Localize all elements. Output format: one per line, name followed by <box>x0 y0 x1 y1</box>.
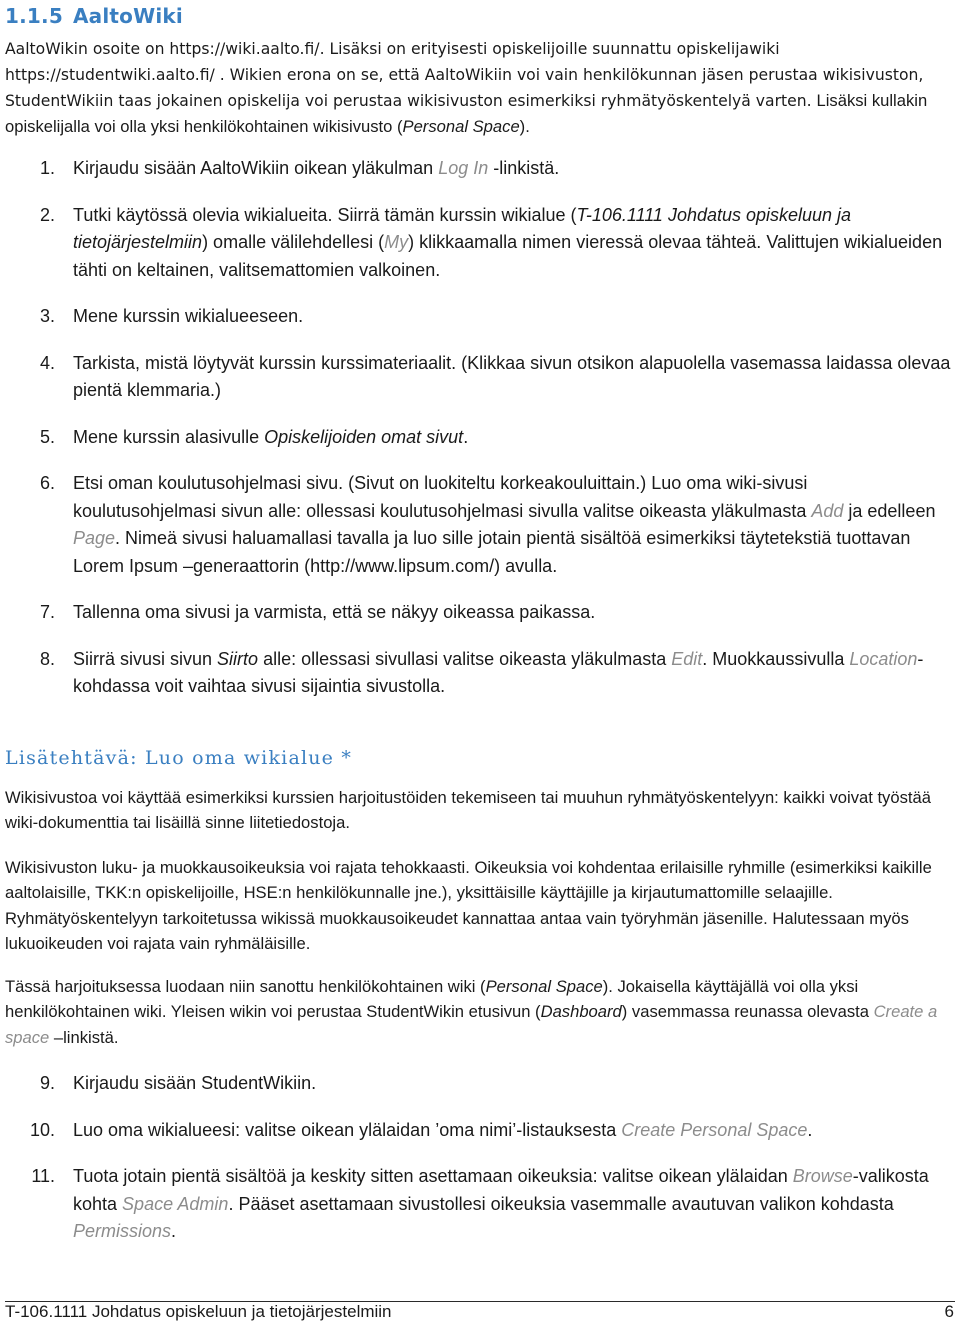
section-number: 1.1.5 <box>5 4 63 28</box>
list-item: 9. Kirjaudu sisään StudentWikiin. <box>39 1073 317 1093</box>
section-title: AaltoWiki <box>72 4 183 28</box>
footer-course-name: T-106.1111 Johdatus opiskeluun ja tietojärjestelmiin <box>5 1302 392 1321</box>
intro-text: AaltoWikin osoite on https://wiki.aalto.fi/. Lisäksi on erityisesti opiskelijoille suunnattu opiskelijawiki https://studentwiki.aalto.fi/ . Wikien erona on se, että AaltoWikiin voi vain henkilökunnan jäsen perustaa wikisivuston, StudentWikiin taas jokainen opiskelija voi perustaa wikisivuston esimerkiksi ryhmätyöskentelyä varten. <box>5 40 924 110</box>
section-heading <box>5 4 183 28</box>
list-item: 11. Tuota jotain pientä sisältöä ja keskity sitten asettamaan oikeuksia: valitse oikean ylälaidan Browse-valikosta kohta Space Admin. Pääset asettamaan sivustollesi oikeuksia vasemmalle avautuvan valikon kohdasta Permissions. <box>31 1166 929 1241</box>
list-item: 1. Kirjaudu sisään AaltoWikiin oikean yläkulman Log In -linkistä. <box>39 158 560 178</box>
list-item: 4. Tarkista, mistä löytyvät kurssin kurssimateriaalit. (Klikkaa sivun otsikon alapuolella vasemassa laidassa olevaa pientä klemmaria.) <box>39 352 951 400</box>
steps-list-2 <box>0 1070 960 1246</box>
steps-list-1 <box>0 155 960 701</box>
footer-page-number: 6 <box>944 1302 954 1321</box>
list-item: 10. Luo oma wikialueesi: valitse oikean ylälaidan ’oma nimi’-listauksesta Create Personal Space. <box>29 1119 813 1140</box>
paragraph: Tässä harjoituksessa luodaan niin sanottu henkilökohtainen wiki (Personal Space). Jokaisella käyttäjällä voi olla yksi henkilökohtainen wiki. Yleisen wikin voi perustaa StudentWikin etusivun (Dashboard) vasemmassa reunassa olevasta Create a space –linkistä. <box>5 977 938 1047</box>
list-item: 2. Tutki käytössä olevia wikialueita. Siirrä tämän kurssin wikialue (T-106.1111 Johdatus opiskeluun ja tietojärjestelmiin) omalle välilehdellesi (My) klikkaamalla nimen vieressä olevaa tähteä. Valittujen wikialueiden tähti on keltainen, valitsemattomien valkoinen. <box>39 204 943 280</box>
list-item: 5. Mene kurssin alasivulle Opiskelijoiden omat sivut. <box>39 426 469 447</box>
intro-text-2: Lisäksi kullakin opiskelijalla voi olla yksi henkilökohtainen wikisivusto (Personal Space). <box>5 91 928 136</box>
paragraph: Wikisivuston luku- ja muokkausoikeuksia voi rajata tehokkaasti. Oikeuksia voi kohdentaa erilaisille ryhmille (esimerkiksi kaikille aaltolaisille, TKK:n opiskelijoille, HSE:n henkilökunnalle jne.), yksittäisille käyttäjille ja kirjautumattomille selaajille. Ryhmätyöskentelyyn tarkoitetussa wikissä muokkausoikeudet kannattaa antaa vain työryhmän jäsenille. Halutessaan myös lukuoikeuden voi rajata vain ryhmäläisille. <box>5 858 932 954</box>
paragraph: Wikisivustoa voi käyttää esimerkiksi kurssien harjoitustöiden tekemiseen tai muuhun ryhmätyöskentelyyn: kaikki voivat työstää wiki-dokumenttia tai lisäillä sinne liitetiedostoja. <box>5 788 931 833</box>
list-item: 7. Tallenna oma sivusi ja varmista, että se näkyy oikeassa paikassa. <box>39 602 596 622</box>
intro-paragraph <box>5 36 955 140</box>
list-item: 3. Mene kurssin wikialueeseen. <box>39 306 304 326</box>
list-item: 8. Siirrä sivusi sivun Siirto alle: ollessasi sivullasi valitse oikeasta yläkulmasta Edit. Muokkaussivulla Location-kohdassa voit vaihtaa sivusi sijaintia sivustolla. <box>39 648 924 696</box>
extra-task-heading: Lisätehtävä: Luo oma wikialue * <box>5 747 353 769</box>
list-item: 6. Etsi oman koulutusohjelmasi sivu. (Sivut on luokiteltu korkeakouluittain.) Luo oma wiki-sivusi koulutusohjelmasi sivun alle: ollessasi koulutusohjelmasi sivulla valitse oikeasta yläkulmasta Add ja edelleen Page. Nimeä sivusi haluamallasi tavalla ja luo sille jotain pientä sisältöä esimerkiksi täytetekstiä tuottavan Lorem Ipsum –generaattorin (http://www.lipsum.com/) avulla. <box>39 473 936 576</box>
